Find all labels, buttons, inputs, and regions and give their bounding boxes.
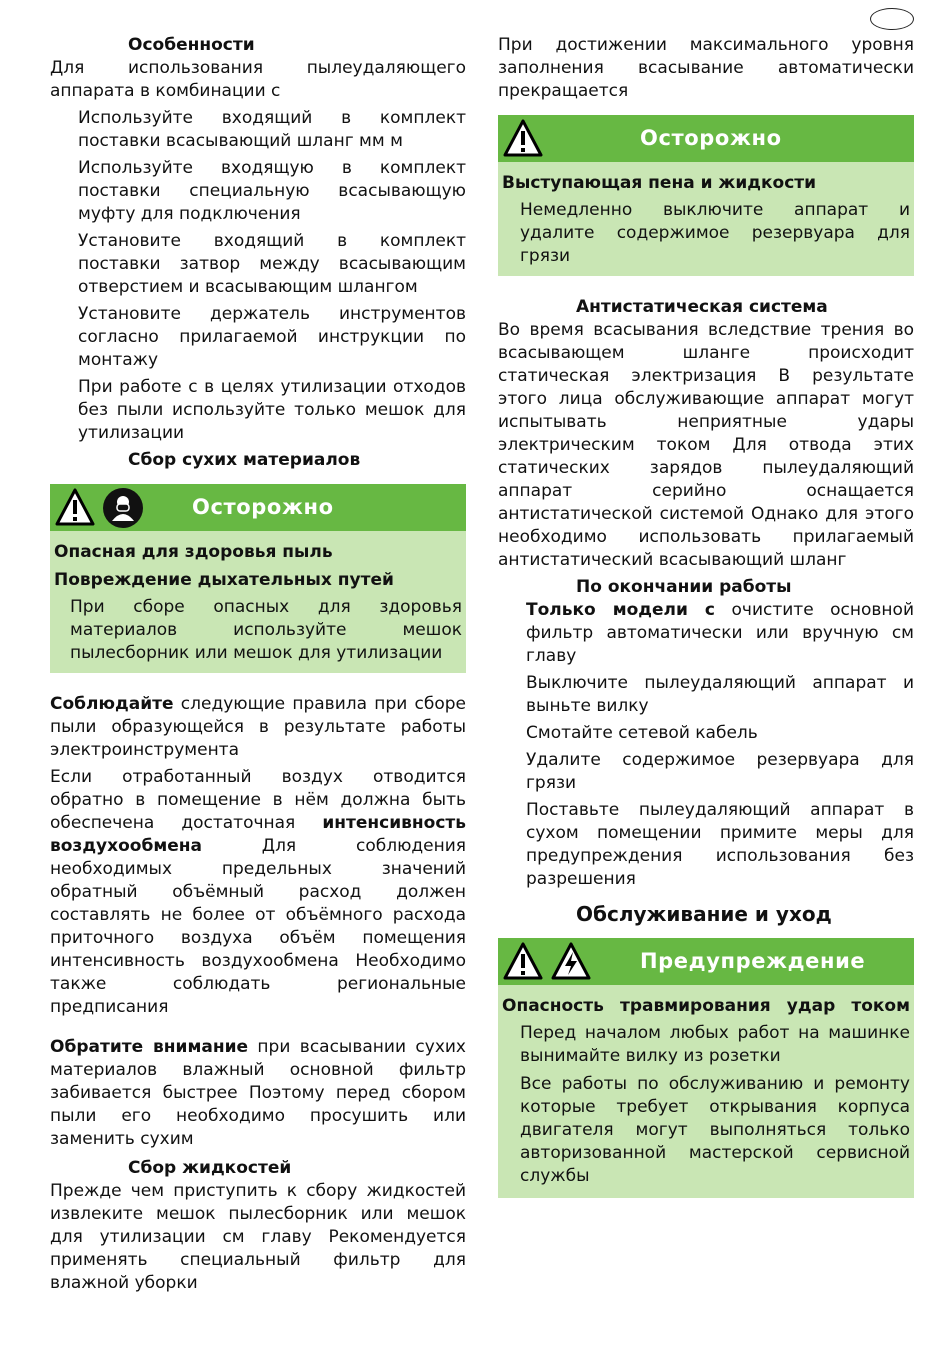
features-item: При работе с в целях утилизации отходов без пыли используйте только мешок для утилизации bbox=[78, 377, 466, 443]
warning-heading: Повреждение дыхательных путей bbox=[54, 570, 394, 590]
after-work-item: Поставьте пылеудаляющий аппарат в сухом помещении примите меры для предупреждения использования без разрешения bbox=[526, 800, 914, 889]
warning-box-dust bbox=[50, 484, 466, 673]
features-item: Установите держатель инструментов согласно прилагаемой инструкции по монтажу bbox=[78, 304, 466, 370]
warning-title: Осторожно bbox=[192, 495, 334, 519]
features-intro: Для использования пылеудаляющего аппарата в комбинации с bbox=[50, 58, 466, 101]
right-column bbox=[498, 34, 914, 1198]
warning-title: Осторожно bbox=[640, 126, 782, 150]
note-paragraph bbox=[50, 1036, 466, 1151]
maintenance-title: Обслуживание и уход bbox=[576, 902, 832, 926]
after-work-item: Смотайте сетевой кабель bbox=[526, 723, 758, 743]
warning-bar bbox=[498, 938, 914, 985]
after-work-item-bold: Только модели с bbox=[526, 600, 715, 620]
features-title: Особенности bbox=[128, 35, 255, 55]
observe-paragraph bbox=[50, 693, 466, 762]
warning-triangle-icon bbox=[502, 118, 544, 158]
liquid-collection-title: Сбор жидкостей bbox=[128, 1158, 292, 1178]
left-column bbox=[50, 34, 466, 1295]
warning-text: Все работы по обслуживанию и ремонту которые требует открывания корпуса двигателя могут выполняться только авторизованной мастерской сервисной службы bbox=[520, 1074, 910, 1186]
antistatic-title: Антистатическая система bbox=[576, 297, 828, 317]
features-item: Используйте входящую в комплект поставки специальную всасывающую муфту для подключения bbox=[78, 158, 466, 224]
respirator-mask-icon bbox=[102, 487, 144, 529]
after-work-item bbox=[526, 599, 914, 668]
warning-box-foam bbox=[498, 115, 914, 276]
antistatic-text: Во время всасывания вследствие трения во всасывающем шланге происходит статическая электризация В результате этого лица обслуживающие аппарат могут испытывать неприятные удары электрическим током Для отвода этих статических зарядов пылеудаляющий аппарат серийно оснащается антистатической системой Однако для этого необходимо использовать прилагаемый антистатический всасывающий шланг bbox=[498, 320, 914, 570]
max-level-text: При достижении максимального уровня заполнения всасывание автоматически прекращается bbox=[498, 35, 914, 101]
exhaust-more: Для соблюдения необходимых предельных значений обратный объёмный расход должен составлять не более от объёмного расхода приточного воздуха объём помещения интенсивность воздухообмена Необходимо также соблюдать региональные предписания bbox=[50, 836, 466, 1017]
warning-heading: Опасность травмирования удар током bbox=[502, 996, 910, 1016]
after-work-title: По окончании работы bbox=[576, 577, 792, 597]
warning-heading: Опасная для здоровья пыль bbox=[54, 542, 333, 562]
warning-triangle-icon bbox=[54, 487, 96, 527]
warning-text: Немедленно выключите аппарат и удалите содержимое резервуара для грязи bbox=[520, 200, 910, 266]
exhaust-start: Если отработанный воздух отводится обратно в помещение в нём должна быть обеспечена достаточная bbox=[50, 767, 466, 833]
warning-bar bbox=[50, 484, 466, 531]
observe-rest: следующие правила при сборе пыли образующейся в результате работы электроинструмента bbox=[50, 694, 466, 760]
observe-bold: Соблюдайте bbox=[50, 694, 174, 714]
warning-title: Предупреждение bbox=[640, 949, 866, 973]
warning-box-shock bbox=[498, 938, 914, 1198]
after-work-item: Выключите пылеудаляющий аппарат и выньте вилку bbox=[526, 673, 914, 716]
note-bold: Обратите внимание bbox=[50, 1037, 249, 1057]
liquid-text: Прежде чем приступить к сбору жидкостей извлеките мешок пылесборник или мешок для утилизации см главу Рекомендуется применять специальный фильтр для влажной уборки bbox=[50, 1181, 466, 1293]
warning-triangle-icon bbox=[502, 941, 544, 981]
page-number-oval bbox=[870, 8, 914, 30]
after-work-item-rest: очистите основной фильтр автоматически или вручную см главу bbox=[526, 600, 914, 666]
warning-text: При сборе опасных для здоровья материалов используйте мешок пылесборник или мешок для утилизации bbox=[70, 597, 462, 663]
electric-shock-icon bbox=[550, 941, 592, 981]
features-item: Установите входящий в комплект поставки затвор между всасывающим отверстием и всасывающим шлангом bbox=[78, 231, 466, 297]
exhaust-paragraph bbox=[50, 766, 466, 1019]
note-rest: при всасывании сухих материалов влажный основной фильтр забивается быстрее Поэтому перед сбором пыли его необходимо просушить или заменить сухим bbox=[50, 1037, 466, 1149]
exhaust-bold: интенсивность воздухообмена bbox=[50, 813, 466, 856]
features-item: Используйте входящий в комплект поставки всасывающий шланг мм м bbox=[78, 108, 466, 151]
warning-text: Перед началом любых работ на машинке вынимайте вилку из розетки bbox=[520, 1023, 910, 1066]
after-work-item: Удалите содержимое резервуара для грязи bbox=[526, 750, 914, 793]
warning-heading: Выступающая пена и жидкости bbox=[502, 173, 817, 193]
dry-collection-title: Сбор сухих материалов bbox=[128, 450, 361, 470]
warning-bar bbox=[498, 115, 914, 162]
